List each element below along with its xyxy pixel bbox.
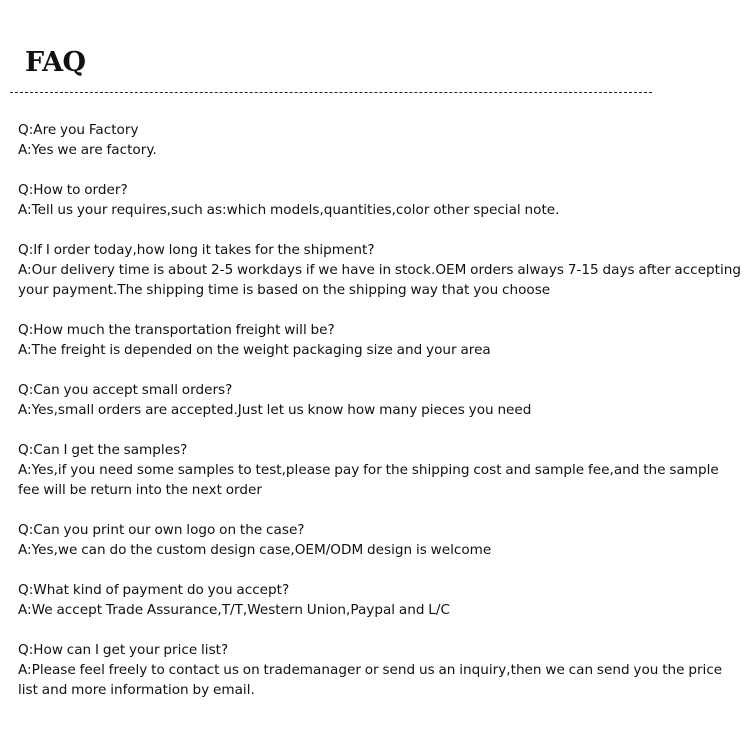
- faq-answer: A:Tell us your requires,such as:which models,quantities,color other special note.: [18, 202, 560, 218]
- faq-item: [18, 320, 742, 360]
- faq-item: [18, 440, 742, 500]
- dashed-divider: [10, 92, 652, 93]
- faq-answer: A:Yes,if you need some samples to test,please pay for the shipping cost and sample fee,and the sample fee will be return into the next order: [18, 462, 719, 498]
- faq-question: Q:Can you accept small orders?: [18, 382, 233, 398]
- faq-item: [18, 520, 742, 560]
- faq-item: [18, 580, 742, 620]
- faq-item: [18, 120, 742, 160]
- faq-answer: A:Yes,we can do the custom design case,OEM/ODM design is welcome: [18, 542, 492, 558]
- faq-question: Q:What kind of payment do you accept?: [18, 582, 290, 598]
- faq-item: [18, 640, 742, 700]
- faq-item: [18, 380, 742, 420]
- faq-question: Q:Are you Factory: [18, 122, 139, 138]
- faq-answer: A:We accept Trade Assurance,T/T,Western Union,Paypal and L/C: [18, 602, 450, 618]
- faq-answer: A:Yes,small orders are accepted.Just let us know how many pieces you need: [18, 402, 532, 418]
- faq-answer: A:Please feel freely to contact us on trademanager or send us an inquiry,then we can send you the price list and more information by email.: [18, 662, 723, 698]
- faq-answer: A:Our delivery time is about 2-5 workdays if we have in stock.OEM orders always 7-15 days after accepting your payment.The shipping time is based on the shipping way that you choose: [18, 262, 742, 298]
- faq-question: Q:How much the transportation freight will be?: [18, 322, 335, 338]
- faq-question: Q:If I order today,how long it takes for the shipment?: [18, 242, 375, 258]
- faq-answer: A:Yes we are factory.: [18, 142, 157, 158]
- faq-question: Q:How to order?: [18, 182, 128, 198]
- faq-question: Q:Can you print our own logo on the case?: [18, 522, 305, 538]
- faq-item: [18, 240, 742, 300]
- faq-list: [18, 120, 742, 720]
- page-title: FAQ: [25, 47, 86, 78]
- faq-item: [18, 180, 742, 220]
- faq-question: Q:Can I get the samples?: [18, 442, 188, 458]
- faq-question: Q:How can I get your price list?: [18, 642, 229, 658]
- faq-answer: A:The freight is depended on the weight packaging size and your area: [18, 342, 491, 358]
